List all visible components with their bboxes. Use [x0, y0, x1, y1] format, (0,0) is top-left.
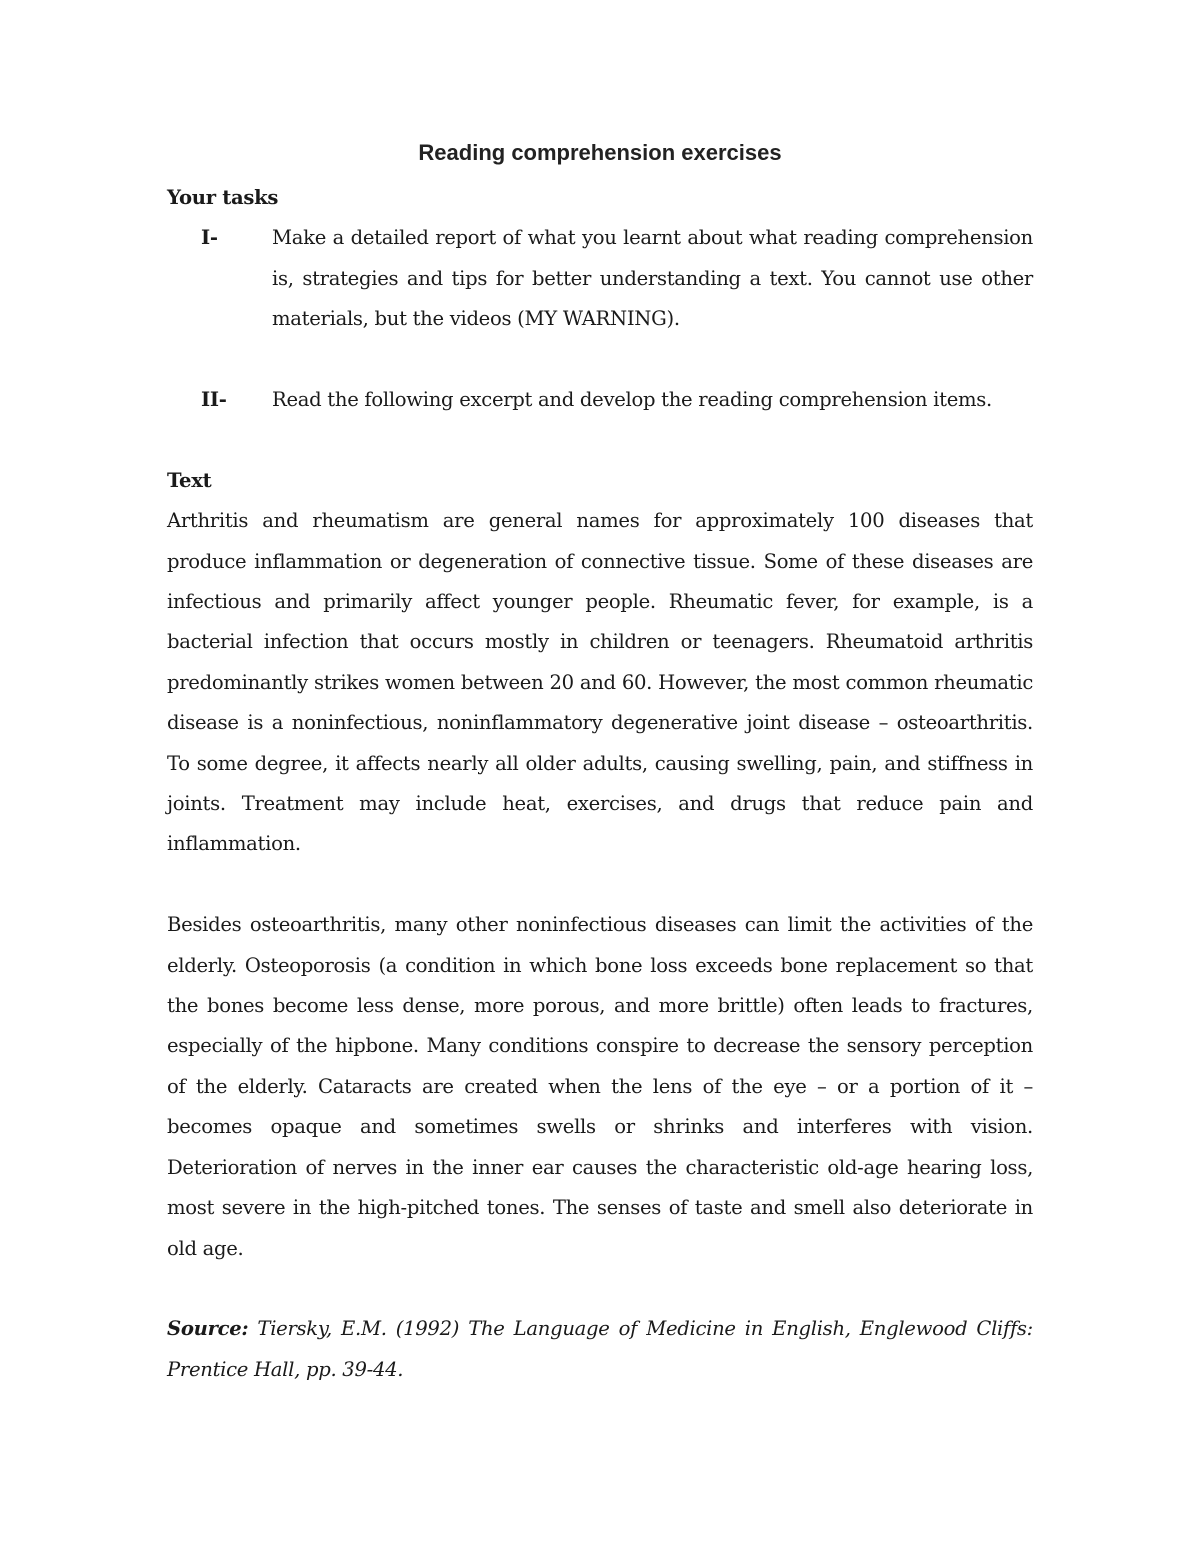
page-title: Reading comprehension exercises [418, 140, 782, 165]
body-paragraph: Arthritis and rheumatism are general names for approximately 100 diseases that produce inflammation or degeneration of connective tissue. Some of these diseases are infectious and primarily affect younger people. Rheumatic fever, for example, is a bacterial infection that occurs mostly in children or teenagers. Rheumatoid arthritis predominantly strikes women between 20 and 60. However, the most common rheumatic disease is a noninfectious, noninflammatory degenerative joint disease – osteoarthritis. To some degree, it affects nearly all older adults, causing swelling, pain, and stiffness in joints. Treatment may include heat, exercises, and drugs that reduce pain and inflammation. [167, 509, 1033, 856]
spacer [167, 865, 1033, 905]
text-heading: Text [167, 468, 212, 492]
source-label: Source: [167, 1317, 249, 1341]
spacer [167, 340, 1033, 380]
spacer [167, 420, 1033, 460]
task-item-1 [167, 218, 1033, 339]
task-text: Read the following excerpt and develop the reading comprehension items. [272, 388, 992, 412]
task-number: I- [201, 226, 218, 250]
body-paragraph: Besides osteoarthritis, many other noninfectious diseases can limit the activities of the elderly. Osteoporosis (a condition in which bone loss exceeds bone replacement so that the bones become less dense, more porous, and more brittle) often leads to fractures, especially of the hipbone. Many conditions conspire to decrease the sensory perception of the elderly. Cataracts are created when the lens of the eye – or a portion of it – becomes opaque and sometimes swells or shrinks and interferes with vision. Deterioration of nerves in the inner ear causes the characteristic old-age hearing loss, most severe in the high-pitched tones. The senses of taste and smell also deteriorate in old age. [167, 913, 1033, 1260]
tasks-heading: Your tasks [167, 186, 279, 209]
spacer [167, 1269, 1033, 1309]
source-text: Tiersky, E.M. (1992) The Language of Medicine in English, Englewood Cliffs: Prentice Hall, pp. 39-44. [167, 1317, 1033, 1381]
task-text: Make a detailed report of what you learnt about what reading comprehension is, strategies and tips for better understanding a text. You cannot use other materials, but the videos (MY WARNING). [272, 226, 1033, 331]
document-page [167, 138, 1033, 1390]
task-item-2 [167, 380, 1033, 420]
task-number: II- [201, 388, 227, 412]
source-citation [167, 1309, 1033, 1390]
